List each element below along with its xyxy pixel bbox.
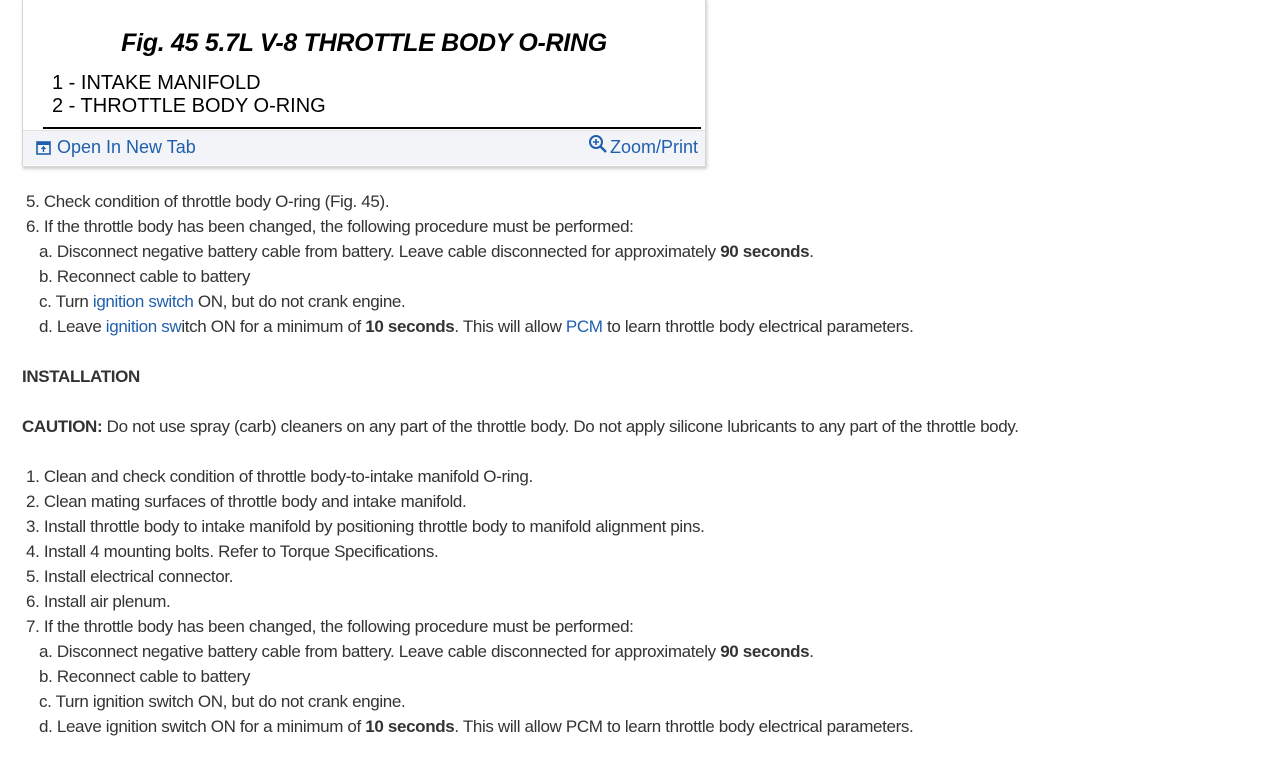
legend-item: 1 - INTAKE MANIFOLD [52, 72, 261, 94]
step-item [22, 714, 1019, 739]
open-in-new-tab-label: Open In New Tab [57, 137, 196, 157]
caution-label: CAUTION: [22, 417, 103, 436]
installation-steps [22, 464, 1019, 739]
step-item [22, 564, 1019, 589]
glossary-link[interactable]: ignition sw [105, 317, 182, 336]
step-item [22, 264, 1019, 289]
step-item [22, 639, 1019, 664]
step-text: d. Leave [39, 317, 106, 336]
step-text: a. Disconnect negative battery cable from battery. Leave cable disconnected for approximately [39, 642, 721, 661]
step-text: b. Reconnect cable to battery [39, 667, 250, 686]
zoom-print-link[interactable] [588, 137, 698, 158]
step-item [22, 514, 1019, 539]
glossary-link[interactable]: ignition switch [92, 292, 194, 311]
step-text: 5. Check condition of throttle body O-ring (Fig. 45). [26, 192, 390, 211]
step-item [22, 314, 1019, 339]
step-text: 6. Install air plenum. [26, 592, 171, 611]
step-item [22, 214, 1019, 239]
step-text: 5. Install electrical connector. [26, 567, 234, 586]
step-item [22, 689, 1019, 714]
step-text: . This will allow PCM to learn throttle body electrical parameters. [454, 717, 914, 736]
step-item [22, 239, 1019, 264]
step-item [22, 539, 1019, 564]
step-text: 2. Clean mating surfaces of throttle body and intake manifold. [26, 492, 467, 511]
step-item [22, 464, 1019, 489]
step-item [22, 614, 1019, 639]
figure-panel [22, 0, 706, 167]
step-text: a. Disconnect negative battery cable from battery. Leave cable disconnected for approximately [39, 242, 721, 261]
zoom-in-icon [588, 134, 608, 154]
emphasis-text: 10 seconds [365, 717, 455, 736]
step-text: . This will allow [454, 317, 566, 336]
step-item [22, 589, 1019, 614]
figure-title: Fig. 45 5.7L V-8 THROTTLE BODY O-RING [121, 29, 607, 57]
step-item [22, 489, 1019, 514]
caution-note [22, 414, 1019, 439]
procedure-content [22, 189, 1019, 739]
removal-steps [22, 189, 1019, 339]
caution-text: Do not use spray (carb) cleaners on any part of the throttle body. Do not apply silicone lubricants to any part of the throttle body. [102, 417, 1019, 436]
figure-toolbar [23, 130, 705, 165]
step-text: . [809, 642, 814, 661]
step-text: to learn throttle body electrical parameters. [602, 317, 914, 336]
emphasis-text: 90 seconds [720, 642, 810, 661]
step-text: b. Reconnect cable to battery [39, 267, 250, 286]
zoom-print-label: Zoom/Print [609, 137, 698, 157]
step-text: 6. If the throttle body has been changed, the following procedure must be performed: [26, 217, 634, 236]
open-new-tab-icon [36, 141, 51, 155]
step-item [22, 289, 1019, 314]
figure-legend [52, 72, 326, 118]
step-text: . [809, 242, 814, 261]
step-text: 4. Install 4 mounting bolts. Refer to Torque Specifications. [26, 542, 439, 561]
emphasis-text: 90 seconds [720, 242, 810, 261]
step-text: c. Turn ignition switch ON, but do not crank engine. [39, 692, 406, 711]
step-text: itch ON for a minimum of [181, 317, 366, 336]
emphasis-text: 10 seconds [365, 317, 455, 336]
open-in-new-tab-link[interactable] [36, 137, 196, 158]
step-text: 7. If the throttle body has been changed, the following procedure must be performed: [26, 617, 634, 636]
step-text: ON, but do not crank engine. [193, 292, 406, 311]
installation-heading: INSTALLATION [22, 367, 140, 386]
step-item [22, 664, 1019, 689]
glossary-link[interactable]: PCM [565, 317, 603, 336]
step-item [22, 189, 1019, 214]
step-text: c. Turn [39, 292, 93, 311]
step-text: d. Leave ignition switch ON for a minimum of [39, 717, 366, 736]
step-text: 3. Install throttle body to intake manifold by positioning throttle body to manifold alignment pins. [26, 517, 705, 536]
step-text: 1. Clean and check condition of throttle body-to-intake manifold O-ring. [26, 467, 533, 486]
divider [43, 127, 701, 129]
legend-item: 2 - THROTTLE BODY O-RING [52, 95, 326, 117]
